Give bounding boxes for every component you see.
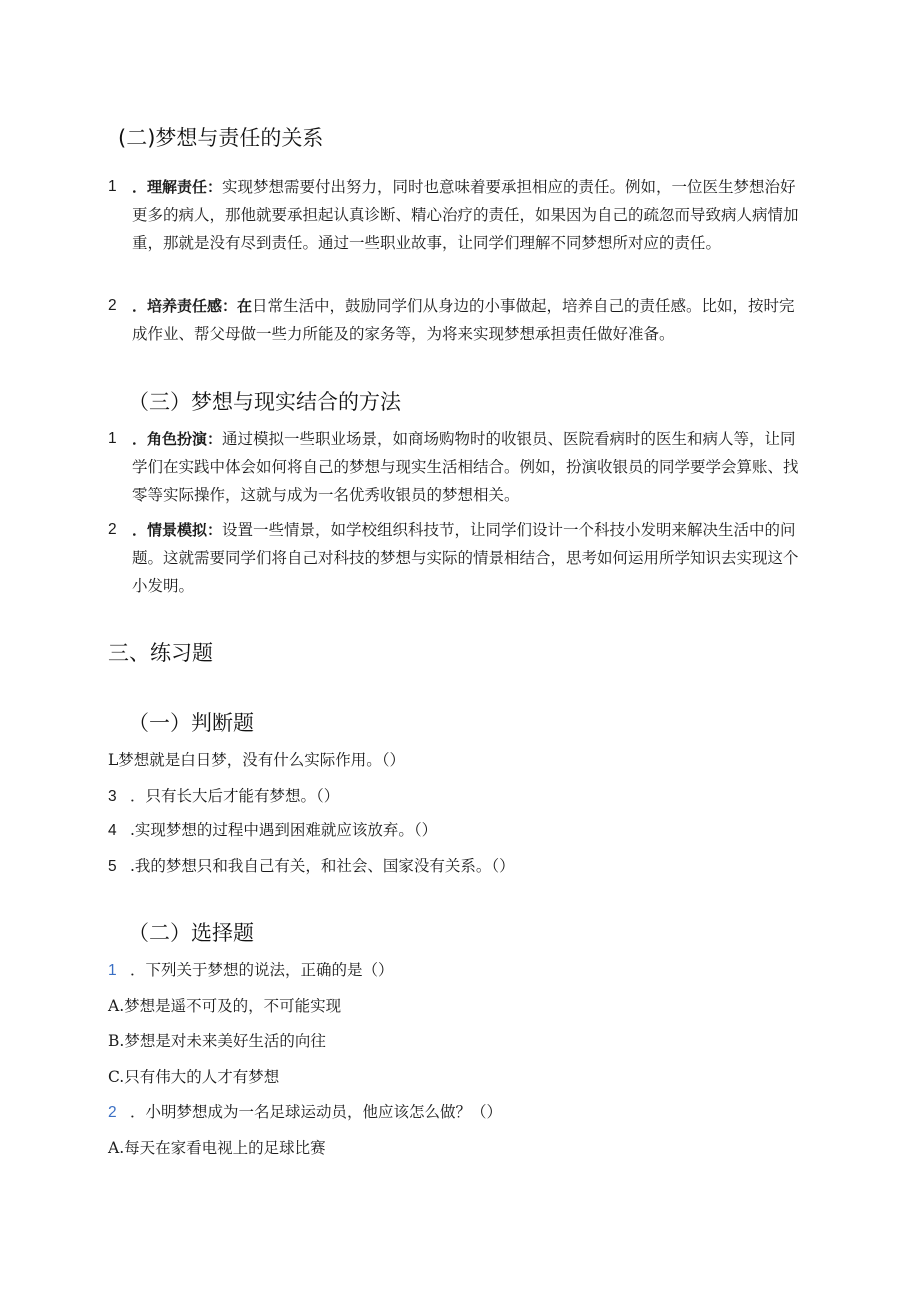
- item-term: ．角色扮演：: [132, 430, 223, 448]
- question-text: ．只有长大后才能有梦想。（）: [130, 787, 340, 805]
- question-number: 1: [108, 962, 117, 979]
- item-term: ．理解责任：: [132, 178, 223, 196]
- choice-option: A.梦想是遥不可及的，不可能实现: [108, 997, 342, 1015]
- item-number: 1: [108, 178, 117, 195]
- chapter-heading-exercises: 三、练习题: [108, 641, 213, 665]
- question-number: 5: [108, 858, 117, 875]
- list-item: [108, 173, 808, 257]
- item-term: ．培养责任感：在: [132, 297, 253, 315]
- question-number: 3: [108, 788, 117, 805]
- choice-option: B.梦想是对未来美好生活的向往: [108, 1032, 326, 1050]
- question-line: L梦想就是白日梦，没有什么实际作用。（）: [108, 751, 406, 769]
- item-number: 1: [108, 430, 117, 447]
- item-number: 2: [108, 297, 117, 314]
- question-text: ．下列关于梦想的说法，正确的是（）: [130, 961, 394, 979]
- question-line: [108, 818, 437, 843]
- section-heading-multiple-choice: （二）选择题: [128, 921, 254, 945]
- section-heading-true-false: （一）判断题: [128, 711, 254, 735]
- question-number: 4: [108, 822, 117, 839]
- list-item: [108, 292, 808, 348]
- question-line: [108, 854, 515, 879]
- choice-option: A.每天在家看电视上的足球比赛: [108, 1139, 326, 1157]
- question-text: ．小明梦想成为一名足球运动员，他应该怎么做？（）: [130, 1103, 503, 1121]
- list-item: [108, 516, 808, 600]
- question-text: .我的梦想只和我自己有关，和社会、国家没有关系。（）: [130, 857, 515, 875]
- item-text: 通过模拟一些职业场景，如商场购物时的收银员、医院看病时的医生和病人等，让同学们在实践中体会如何将自己的梦想与现实生活相结合。例如，扮演收银员的同学要学会算账、找零等实际操作，这就与成为一名优秀收银员的梦想相关。: [132, 430, 799, 504]
- item-number: 2: [108, 521, 117, 538]
- list-item: [108, 425, 808, 509]
- section-heading-methods: （三）梦想与现实结合的方法: [128, 390, 401, 414]
- item-term: ．情景模拟：: [132, 521, 223, 539]
- section-heading-responsibility: (二)梦想与责任的关系: [118, 126, 324, 150]
- choice-option: C.只有伟大的人才有梦想: [108, 1068, 280, 1086]
- item-text: 实现梦想需要付出努力，同时也意味着要承担相应的责任。例如，一位医生梦想治好更多的病人，那他就要承担起认真诊断、精心治疗的责任，如果因为自己的疏忽而导致病人病情加重，那就是没有尽到责任。通过一些职业故事，让同学们理解不同梦想所对应的责任。: [132, 178, 799, 252]
- question-line: [108, 1100, 502, 1125]
- item-text: 设置一些情景，如学校组织科技节，让同学们设计一个科技小发明来解决生活中的问题。这就需要同学们将自己对科技的梦想与实际的情景相结合，思考如何运用所学知识去实现这个小发明。: [132, 521, 799, 595]
- question-text: .实现梦想的过程中遇到困难就应该放弃。（）: [130, 821, 438, 839]
- question-line: [108, 784, 339, 809]
- question-number: 2: [108, 1104, 117, 1121]
- item-text: 日常生活中，鼓励同学们从身边的小事做起，培养自己的责任感。比如，按时完成作业、帮父母做一些力所能及的家务等，为将来实现梦想承担责任做好准备。: [132, 297, 795, 343]
- question-line: [108, 958, 394, 983]
